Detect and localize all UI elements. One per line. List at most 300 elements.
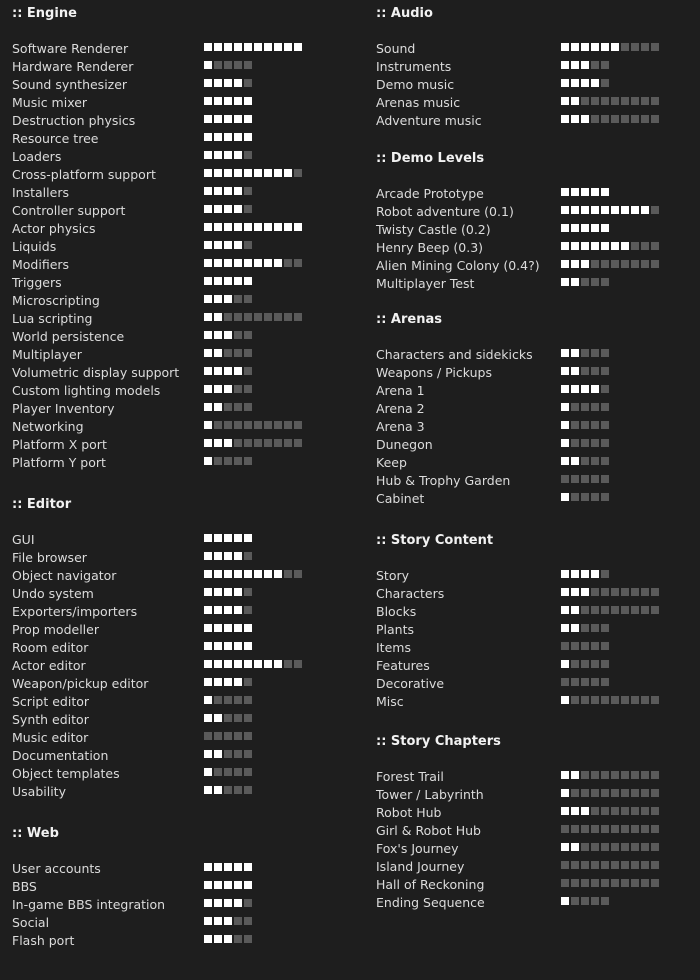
progress-label: Destruction physics bbox=[12, 113, 136, 128]
progress-square-filled bbox=[224, 151, 232, 159]
progress-meter bbox=[204, 729, 252, 740]
progress-label: Fox's Journey bbox=[376, 841, 459, 856]
progress-square-empty bbox=[581, 97, 589, 105]
progress-square-empty bbox=[641, 825, 649, 833]
progress-square-empty bbox=[651, 825, 659, 833]
progress-meter bbox=[204, 220, 302, 231]
progress-square-empty bbox=[601, 403, 609, 411]
progress-square-filled bbox=[204, 534, 212, 542]
progress-square-empty bbox=[244, 588, 252, 596]
progress-square-filled bbox=[204, 552, 212, 560]
progress-square-empty bbox=[274, 313, 282, 321]
progress-square-filled bbox=[571, 385, 579, 393]
progress-square-empty bbox=[601, 61, 609, 69]
progress-square-empty bbox=[561, 475, 569, 483]
progress-square-filled bbox=[214, 439, 222, 447]
progress-label: Script editor bbox=[12, 694, 90, 709]
progress-square-empty bbox=[591, 493, 599, 501]
progress-meter bbox=[561, 822, 659, 833]
progress-square-filled bbox=[581, 43, 589, 51]
progress-square-filled bbox=[204, 421, 212, 429]
progress-square-empty bbox=[294, 259, 302, 267]
progress-square-filled bbox=[581, 242, 589, 250]
progress-meter bbox=[561, 454, 609, 465]
progress-label: Arena 1 bbox=[376, 383, 425, 398]
progress-square-empty bbox=[561, 642, 569, 650]
section-title: :: Story Chapters bbox=[376, 734, 501, 749]
section-title: :: Story Content bbox=[376, 533, 494, 548]
progress-square-filled bbox=[561, 367, 569, 375]
progress-meter bbox=[561, 239, 659, 250]
progress-row-undo-system bbox=[12, 585, 352, 603]
progress-square-empty bbox=[224, 714, 232, 722]
progress-square-empty bbox=[274, 421, 282, 429]
progress-square-filled bbox=[234, 169, 242, 177]
progress-label: Tower / Labyrinth bbox=[376, 787, 484, 802]
progress-square-empty bbox=[571, 861, 579, 869]
progress-row-cross-platform-support bbox=[12, 166, 352, 184]
progress-square-empty bbox=[601, 260, 609, 268]
progress-square-empty bbox=[571, 897, 579, 905]
progress-square-filled bbox=[204, 768, 212, 776]
progress-square-empty bbox=[224, 696, 232, 704]
progress-row-microscripting bbox=[12, 292, 352, 310]
progress-square-empty bbox=[651, 696, 659, 704]
progress-meter bbox=[561, 472, 609, 483]
progress-label: Arena 2 bbox=[376, 401, 425, 416]
progress-square-filled bbox=[204, 863, 212, 871]
progress-square-empty bbox=[621, 789, 629, 797]
progress-meter bbox=[204, 292, 252, 303]
progress-meter bbox=[204, 274, 252, 285]
progress-square-filled bbox=[244, 223, 252, 231]
progress-square-filled bbox=[561, 588, 569, 596]
progress-square-filled bbox=[224, 881, 232, 889]
progress-square-empty bbox=[601, 493, 609, 501]
progress-square-empty bbox=[244, 205, 252, 213]
progress-square-filled bbox=[561, 439, 569, 447]
progress-row-arena-3 bbox=[376, 418, 696, 436]
progress-square-empty bbox=[591, 678, 599, 686]
progress-label: Room editor bbox=[12, 640, 89, 655]
progress-row-forest-trail bbox=[376, 768, 696, 786]
progress-square-filled bbox=[274, 169, 282, 177]
progress-square-filled bbox=[224, 385, 232, 393]
progress-label: Cross-platform support bbox=[12, 167, 156, 182]
progress-square-filled bbox=[214, 331, 222, 339]
right-column bbox=[376, 0, 696, 912]
progress-square-empty bbox=[641, 588, 649, 596]
progress-row-demo-music bbox=[376, 76, 696, 94]
progress-square-empty bbox=[621, 879, 629, 887]
progress-square-empty bbox=[581, 403, 589, 411]
progress-row-documentation bbox=[12, 747, 352, 765]
section-story-content bbox=[376, 532, 696, 711]
progress-label: BBS bbox=[12, 879, 37, 894]
progress-square-empty bbox=[294, 313, 302, 321]
progress-square-filled bbox=[244, 624, 252, 632]
progress-label: Features bbox=[376, 658, 430, 673]
progress-square-empty bbox=[591, 642, 599, 650]
progress-square-filled bbox=[204, 917, 212, 925]
section-engine bbox=[12, 5, 352, 472]
progress-square-filled bbox=[611, 206, 619, 214]
progress-row-room-editor bbox=[12, 639, 352, 657]
progress-square-filled bbox=[214, 588, 222, 596]
progress-square-empty bbox=[244, 935, 252, 943]
progress-square-filled bbox=[581, 206, 589, 214]
progress-square-empty bbox=[601, 367, 609, 375]
progress-square-filled bbox=[561, 897, 569, 905]
progress-square-filled bbox=[591, 206, 599, 214]
progress-square-filled bbox=[561, 43, 569, 51]
progress-square-filled bbox=[214, 642, 222, 650]
progress-square-empty bbox=[631, 843, 639, 851]
progress-meter bbox=[561, 40, 659, 51]
progress-square-filled bbox=[571, 115, 579, 123]
progress-square-filled bbox=[204, 223, 212, 231]
progress-meter bbox=[204, 675, 252, 686]
progress-square-filled bbox=[264, 259, 272, 267]
progress-square-filled bbox=[224, 295, 232, 303]
progress-square-filled bbox=[284, 169, 292, 177]
progress-meter bbox=[204, 436, 302, 447]
progress-square-empty bbox=[601, 421, 609, 429]
progress-square-empty bbox=[591, 789, 599, 797]
progress-square-empty bbox=[621, 43, 629, 51]
progress-row-prop-modeller bbox=[12, 621, 352, 639]
progress-square-filled bbox=[234, 899, 242, 907]
progress-square-empty bbox=[591, 696, 599, 704]
progress-square-filled bbox=[234, 205, 242, 213]
progress-square-filled bbox=[214, 606, 222, 614]
progress-square-filled bbox=[214, 534, 222, 542]
progress-row-tower-labyrinth bbox=[376, 786, 696, 804]
progress-square-empty bbox=[581, 457, 589, 465]
progress-square-empty bbox=[244, 786, 252, 794]
progress-square-filled bbox=[561, 206, 569, 214]
progress-row-weapon-pickup-editor bbox=[12, 675, 352, 693]
progress-square-filled bbox=[581, 61, 589, 69]
progress-square-empty bbox=[611, 771, 619, 779]
progress-meter bbox=[561, 112, 659, 123]
progress-square-filled bbox=[641, 206, 649, 214]
progress-square-filled bbox=[571, 457, 579, 465]
progress-square-filled bbox=[224, 588, 232, 596]
progress-label: Custom lighting models bbox=[12, 383, 161, 398]
progress-row-characters bbox=[376, 585, 696, 603]
progress-square-empty bbox=[621, 696, 629, 704]
progress-square-empty bbox=[601, 660, 609, 668]
progress-label: Girl & Robot Hub bbox=[376, 823, 481, 838]
progress-square-filled bbox=[274, 43, 282, 51]
progress-square-empty bbox=[651, 807, 659, 815]
progress-square-filled bbox=[214, 570, 222, 578]
progress-square-filled bbox=[611, 242, 619, 250]
progress-square-filled bbox=[571, 624, 579, 632]
progress-row-hall-of-reckoning bbox=[376, 876, 696, 894]
progress-square-filled bbox=[214, 678, 222, 686]
progress-row-cabinet bbox=[376, 490, 696, 508]
progress-square-empty bbox=[224, 786, 232, 794]
progress-square-empty bbox=[244, 457, 252, 465]
progress-row-sound-synthesizer bbox=[12, 76, 352, 94]
progress-label: Music editor bbox=[12, 730, 89, 745]
progress-square-empty bbox=[601, 843, 609, 851]
progress-meter bbox=[204, 878, 252, 889]
progress-square-filled bbox=[561, 403, 569, 411]
progress-square-empty bbox=[581, 493, 589, 501]
progress-square-filled bbox=[571, 242, 579, 250]
progress-label: Plants bbox=[376, 622, 415, 637]
progress-square-filled bbox=[244, 259, 252, 267]
progress-square-empty bbox=[631, 879, 639, 887]
progress-square-filled bbox=[224, 259, 232, 267]
progress-square-empty bbox=[601, 771, 609, 779]
progress-square-empty bbox=[651, 43, 659, 51]
progress-meter bbox=[204, 40, 302, 51]
progress-square-empty bbox=[601, 349, 609, 357]
progress-square-filled bbox=[214, 241, 222, 249]
progress-square-filled bbox=[561, 807, 569, 815]
progress-square-filled bbox=[244, 570, 252, 578]
progress-square-empty bbox=[591, 403, 599, 411]
progress-square-filled bbox=[234, 552, 242, 560]
progress-row-script-editor bbox=[12, 693, 352, 711]
progress-row-platform-x-port bbox=[12, 436, 352, 454]
progress-square-filled bbox=[204, 588, 212, 596]
progress-meter bbox=[204, 346, 252, 357]
progress-label: Installers bbox=[12, 185, 69, 200]
progress-meter bbox=[561, 621, 609, 632]
progress-square-filled bbox=[214, 750, 222, 758]
progress-meter bbox=[204, 400, 252, 411]
progress-meter bbox=[204, 603, 252, 614]
progress-label: Prop modeller bbox=[12, 622, 99, 637]
progress-square-filled bbox=[244, 863, 252, 871]
progress-square-empty bbox=[244, 696, 252, 704]
progress-square-empty bbox=[591, 660, 599, 668]
progress-square-filled bbox=[234, 133, 242, 141]
progress-label: Player Inventory bbox=[12, 401, 115, 416]
progress-row-file-browser bbox=[12, 549, 352, 567]
progress-meter bbox=[561, 585, 659, 596]
progress-square-filled bbox=[204, 935, 212, 943]
progress-square-empty bbox=[571, 403, 579, 411]
progress-square-filled bbox=[234, 277, 242, 285]
progress-label: Software Renderer bbox=[12, 41, 129, 56]
progress-square-filled bbox=[561, 843, 569, 851]
progress-label: Triggers bbox=[12, 275, 62, 290]
progress-square-filled bbox=[214, 881, 222, 889]
progress-square-empty bbox=[244, 367, 252, 375]
progress-square-empty bbox=[631, 606, 639, 614]
progress-square-filled bbox=[561, 61, 569, 69]
progress-square-filled bbox=[234, 259, 242, 267]
progress-meter bbox=[204, 657, 302, 668]
progress-square-empty bbox=[244, 899, 252, 907]
progress-square-filled bbox=[571, 349, 579, 357]
progress-row-synth-editor bbox=[12, 711, 352, 729]
progress-label: Hardware Renderer bbox=[12, 59, 134, 74]
progress-square-empty bbox=[571, 678, 579, 686]
progress-square-empty bbox=[601, 642, 609, 650]
progress-meter bbox=[204, 567, 302, 578]
progress-square-empty bbox=[234, 421, 242, 429]
progress-square-filled bbox=[244, 660, 252, 668]
progress-square-empty bbox=[234, 935, 242, 943]
progress-square-empty bbox=[651, 115, 659, 123]
progress-square-empty bbox=[224, 349, 232, 357]
progress-square-filled bbox=[244, 881, 252, 889]
progress-square-filled bbox=[244, 534, 252, 542]
progress-meter bbox=[561, 436, 609, 447]
progress-row-sound bbox=[376, 40, 696, 58]
progress-square-filled bbox=[571, 61, 579, 69]
progress-square-filled bbox=[214, 385, 222, 393]
progress-square-empty bbox=[641, 807, 649, 815]
progress-meter bbox=[561, 203, 659, 214]
progress-label: Robot adventure (0.1) bbox=[376, 204, 514, 219]
progress-square-empty bbox=[611, 97, 619, 105]
progress-square-filled bbox=[214, 714, 222, 722]
progress-square-filled bbox=[571, 260, 579, 268]
progress-meter bbox=[204, 382, 252, 393]
progress-meter bbox=[561, 400, 609, 411]
progress-square-filled bbox=[204, 277, 212, 285]
progress-square-empty bbox=[244, 403, 252, 411]
progress-square-empty bbox=[294, 570, 302, 578]
progress-meter bbox=[561, 76, 609, 87]
progress-square-filled bbox=[601, 224, 609, 232]
progress-square-empty bbox=[621, 260, 629, 268]
progress-meter bbox=[561, 786, 659, 797]
progress-square-filled bbox=[214, 277, 222, 285]
progress-square-empty bbox=[631, 588, 639, 596]
progress-square-filled bbox=[244, 133, 252, 141]
progress-square-filled bbox=[204, 169, 212, 177]
progress-row-fox-s-journey bbox=[376, 840, 696, 858]
progress-square-filled bbox=[581, 385, 589, 393]
progress-square-filled bbox=[234, 678, 242, 686]
progress-meter bbox=[204, 549, 252, 560]
progress-square-filled bbox=[224, 624, 232, 632]
progress-square-filled bbox=[591, 188, 599, 196]
progress-square-filled bbox=[204, 606, 212, 614]
progress-square-empty bbox=[601, 457, 609, 465]
progress-square-empty bbox=[234, 714, 242, 722]
progress-square-empty bbox=[244, 917, 252, 925]
progress-square-filled bbox=[561, 115, 569, 123]
progress-square-filled bbox=[214, 223, 222, 231]
progress-square-filled bbox=[204, 367, 212, 375]
progress-row-platform-y-port bbox=[12, 454, 352, 472]
progress-square-filled bbox=[571, 188, 579, 196]
progress-square-filled bbox=[234, 570, 242, 578]
progress-square-empty bbox=[581, 789, 589, 797]
progress-square-empty bbox=[571, 439, 579, 447]
progress-label: User accounts bbox=[12, 861, 101, 876]
progress-row-keep bbox=[376, 454, 696, 472]
progress-square-filled bbox=[561, 278, 569, 286]
progress-square-empty bbox=[284, 660, 292, 668]
progress-row-arena-1 bbox=[376, 382, 696, 400]
progress-meter bbox=[561, 768, 659, 779]
section-title: :: Web bbox=[12, 826, 59, 841]
progress-square-empty bbox=[591, 843, 599, 851]
progress-square-empty bbox=[591, 457, 599, 465]
progress-meter bbox=[204, 711, 252, 722]
progress-label: Cabinet bbox=[376, 491, 425, 506]
progress-row-user-accounts bbox=[12, 860, 352, 878]
progress-square-empty bbox=[651, 260, 659, 268]
progress-meter bbox=[561, 894, 609, 905]
progress-row-object-templates bbox=[12, 765, 352, 783]
progress-row-in-game-bbs-integration bbox=[12, 896, 352, 914]
progress-square-empty bbox=[651, 606, 659, 614]
progress-row-loaders bbox=[12, 148, 352, 166]
progress-meter bbox=[204, 364, 252, 375]
progress-square-empty bbox=[581, 696, 589, 704]
progress-label: Adventure music bbox=[376, 113, 482, 128]
progress-square-empty bbox=[561, 879, 569, 887]
progress-row-resource-tree bbox=[12, 130, 352, 148]
progress-square-filled bbox=[214, 295, 222, 303]
progress-square-filled bbox=[244, 169, 252, 177]
progress-label: Platform Y port bbox=[12, 455, 106, 470]
progress-square-empty bbox=[601, 97, 609, 105]
progress-row-music-mixer bbox=[12, 94, 352, 112]
progress-square-empty bbox=[224, 61, 232, 69]
progress-square-filled bbox=[611, 43, 619, 51]
progress-row-arcade-prototype bbox=[376, 185, 696, 203]
progress-row-robot-adventure-0-1 bbox=[376, 203, 696, 221]
progress-meter bbox=[561, 418, 609, 429]
progress-label: Exporters/importers bbox=[12, 604, 138, 619]
progress-row-actor-physics bbox=[12, 220, 352, 238]
progress-square-filled bbox=[294, 223, 302, 231]
progress-square-filled bbox=[224, 115, 232, 123]
progress-square-filled bbox=[214, 205, 222, 213]
progress-meter bbox=[204, 256, 302, 267]
progress-square-filled bbox=[234, 606, 242, 614]
progress-square-filled bbox=[224, 169, 232, 177]
progress-square-empty bbox=[244, 714, 252, 722]
progress-square-empty bbox=[581, 606, 589, 614]
progress-square-empty bbox=[601, 807, 609, 815]
progress-square-empty bbox=[601, 897, 609, 905]
progress-square-filled bbox=[601, 43, 609, 51]
progress-square-empty bbox=[651, 97, 659, 105]
progress-square-empty bbox=[621, 825, 629, 833]
progress-row-alien-mining-colony-0-4 bbox=[376, 257, 696, 275]
progress-square-empty bbox=[571, 696, 579, 704]
progress-square-filled bbox=[204, 205, 212, 213]
progress-square-filled bbox=[571, 588, 579, 596]
progress-square-empty bbox=[561, 678, 569, 686]
progress-square-filled bbox=[621, 242, 629, 250]
progress-square-filled bbox=[591, 224, 599, 232]
progress-square-empty bbox=[621, 606, 629, 614]
progress-square-filled bbox=[601, 242, 609, 250]
progress-square-filled bbox=[234, 187, 242, 195]
progress-square-empty bbox=[641, 43, 649, 51]
progress-square-empty bbox=[631, 696, 639, 704]
progress-square-filled bbox=[561, 457, 569, 465]
progress-row-decorative bbox=[376, 675, 696, 693]
progress-square-filled bbox=[204, 624, 212, 632]
progress-label: Hub & Trophy Garden bbox=[376, 473, 511, 488]
